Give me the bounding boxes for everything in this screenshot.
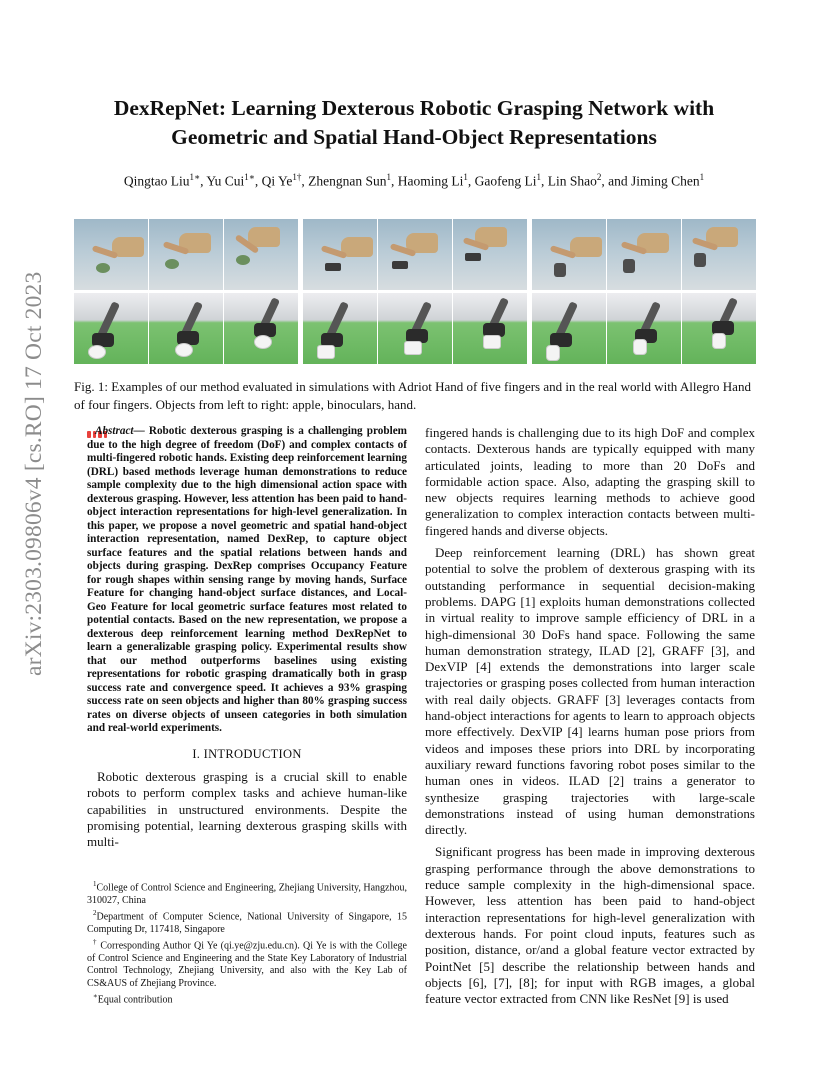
sim-panel	[74, 219, 148, 290]
footnotes	[87, 878, 407, 1007]
author-separator: ,	[254, 173, 262, 189]
author-name: Gaofeng Li	[474, 173, 537, 189]
sim-panel	[303, 219, 377, 290]
real-panel	[607, 293, 681, 364]
real-panel	[74, 293, 148, 364]
author-separator: ,	[467, 173, 475, 189]
author-separator: ,	[301, 173, 309, 189]
affiliation-mark: 1†	[292, 172, 302, 182]
affiliation-mark: 1	[536, 172, 541, 182]
affiliation-mark: 2	[596, 172, 602, 182]
real-panel	[378, 293, 452, 364]
right-column	[425, 425, 755, 1013]
real-panel	[682, 293, 756, 364]
author-separator: , and	[601, 173, 631, 189]
real-panel	[303, 293, 377, 364]
footnote: $^2$Department of Computer Science, National University of Singapore, 15 Computing Dr, 117418, Singapore	[87, 909, 407, 935]
author-list	[40, 172, 788, 190]
title-line-2: Geometric and Spatial Hand-Object Representations	[171, 125, 657, 149]
footnote: $^1$College of Control Science and Engineering, Zhejiang University, Hangzhou, 310027, China	[87, 880, 407, 906]
sim-panel	[378, 219, 452, 290]
author-name: Lin Shao	[547, 173, 597, 189]
sim-panel	[607, 219, 681, 290]
author-separator: ,	[391, 173, 398, 189]
affiliation-mark: 1	[699, 172, 705, 182]
real-panel	[224, 293, 298, 364]
footnote: † Corresponding Author Qi Ye (qi.ye@zju.edu.cn). Qi Ye is with the College of Control Science and Engineering and the State Key Laboratory of Industrial Control Technology, Zhejiang University, and also with the Key Lab of CS&AUS of Zhejiang Province.	[87, 938, 407, 989]
body-paragraph: fingered hands is challenging due to its high DoF and complex contacts. Dexterous hands are typically equipped with many articulated joints, leading to more than 20 DoFs and formidable action space. Also, adapting the grasping skill to new objects requires learning methods to achieve good generalization to complex interaction contacts between multi-fingered hands and diverse objects.	[425, 425, 755, 538]
affiliation-mark: 1∗	[244, 172, 255, 182]
section-heading: I. INTRODUCTION	[192, 746, 302, 761]
author-name: Haoming Li	[397, 173, 464, 189]
affiliation-mark: 1	[386, 172, 392, 182]
author-name: Qi Ye	[261, 173, 293, 189]
body-paragraph: Deep reinforcement learning (DRL) has shown great potential to solve the problem of dexterous grasping with its outstanding performance in sequential decision-making problems. DAPG [1] exploits human demonstrations collected in virtual reality to improve sample efficiency of DRL in a high-dimensional 30 DoFs hand space. Following the same human demonstration strategy, ILAD [2], GRAFF [3], and DexVIP [4] extends the demonstrations into larger scale trajectories or grasping poses collected from human interaction with real daily objects. GRAFF [3] leverages contacts from hand-object interactions for agents to learn to approach objects more effectively. DexVIP [4] learns human pose priors from videos and imposes these priors into DRL by incorporating auxiliary reward functions favoring robot poses similar to the human ones in videos. ILAD [2] trains a generator to synthesize grasping trajectories with large-scale demonstrations instead of using human demonstrations directly.	[425, 545, 755, 838]
author-name: Yu Cui	[206, 173, 245, 189]
title-line-1: DexRepNet: Learning Dexterous Robotic Grasping Network with	[113, 96, 715, 120]
sim-panel	[224, 219, 298, 290]
real-panel	[532, 293, 606, 364]
abstract	[87, 425, 407, 736]
real-panel	[149, 293, 223, 364]
author-separator: ,	[200, 173, 207, 189]
intro-paragraph: Robotic dexterous grasping is a crucial skill to enable robots to perform complex tasks and achieve human-like capabilities in unstructured environments. Despite the promising potential, learning dexterous grasping skills with multi-	[87, 769, 407, 850]
figure-1	[74, 219, 754, 364]
affiliation-mark: 1	[463, 172, 468, 182]
sim-panel	[149, 219, 223, 290]
author-name: Zhengnan Sun	[308, 173, 387, 189]
sim-panel	[532, 219, 606, 290]
sim-panel	[682, 219, 756, 290]
author-name: Jiming Chen	[631, 173, 700, 189]
footnote: ∗Equal contribution	[93, 992, 173, 1006]
affiliation-mark: 1∗	[189, 172, 201, 182]
author-name: Qingtao Liu	[123, 173, 190, 189]
real-panel	[453, 293, 527, 364]
arxiv-identifier: arXiv:2303.09806v4 [cs.RO] 17 Oct 2023	[21, 271, 47, 676]
abstract-text: — Robotic dexterous grasping is a challenging problem due to the high degree of freedom (DoF) and complex contacts of multi-fingered robotic hands. Existing deep reinforcement learning (DRL) based methods leverage human demonstrations to reduce sample complexity due to the high dimensional action space with dexterous grasping. However, less attention has been paid to hand-object interaction representations for high-level generalization. In this paper, we propose a novel geometric and spatial hand-object interaction representation, named DexRep, to capture object surface features and the spatial relations between hands and objects during grasping. DexRep comprises Occupancy Feature for rough shapes within sensing range by moving hands, Surface Feature for changing hand-object surface distances, and Local-Geo Feature for local geometric surface features most related to potential contacts. Based on the new representation, we propose a dexterous deep reinforcement learning method DexRepNet to learn a generalizable grasping policy. Experimental results show that our method outperforms baselines using existing representations for robotic grasping dramatically both in grasp success rate and convergence speed. It achieves a 93% grasping success rate on seen objects and higher than 80% grasping success rates on diverse objects of unseen categories in both simulation and real-world experiments.	[87, 425, 407, 734]
figure-caption: Fig. 1: Examples of our method evaluated in simulations with Adriot Hand of five fingers and in the real world with Allegro Hand of four fingers. Objects from left to right: apple, binoculars, hand.	[74, 379, 751, 412]
abstract-label: Abstract	[95, 425, 134, 437]
sim-panel	[453, 219, 527, 290]
paper-title	[60, 94, 768, 152]
author-separator: ,	[541, 173, 548, 189]
body-paragraph: Significant progress has been made in improving dexterous grasping performance through the above demonstrations to reduce sample complexity in the high-dimensional space. However, less attention has been paid to hand-object interaction representations for high-level generalization with dexterous hands. For point cloud inputs, features such as position, distance, or/and a global feature vector extracted by PointNet [5] describe the relationship between hands and objects [6], [7], [8]; for input with RGB images, a global feature vector extracted from CNN like ResNet [9] is used	[425, 844, 755, 1007]
left-column	[87, 425, 407, 850]
